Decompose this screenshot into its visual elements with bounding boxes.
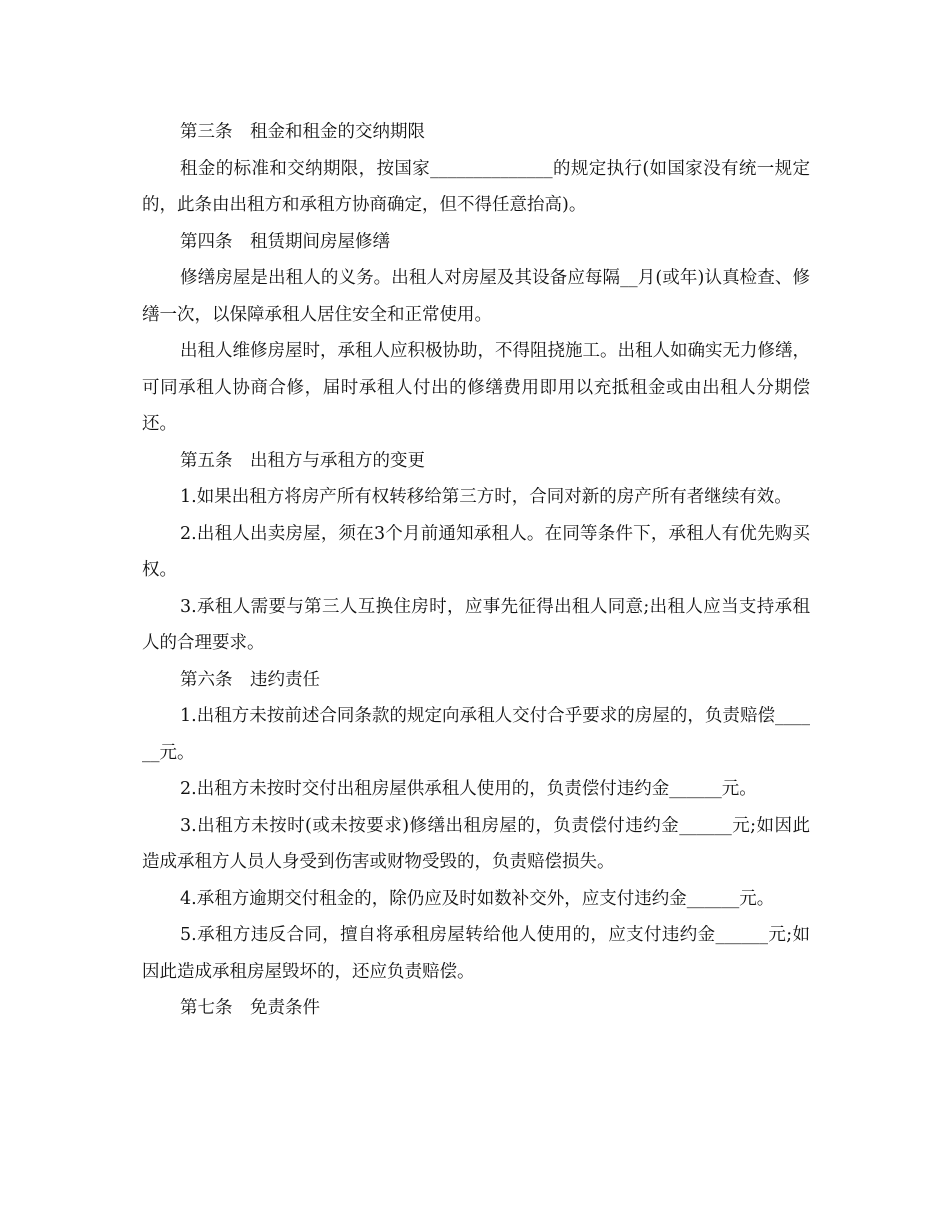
- paragraph: 1.如果出租方将房产所有权转移给第三方时，合同对新的房产所有者继续有效。: [180, 487, 792, 507]
- paragraph: 2.出租方未按时交付出租房屋供承租人使用的，负责偿付违约金______元。: [180, 779, 757, 799]
- paragraph: 2.出租人出卖房屋，须在3个月前通知承租人。在同等条件下，承租人有优先购买权。: [142, 523, 810, 580]
- article-heading-6: 第六条 违约责任: [180, 669, 320, 690]
- article-heading-7: 第七条 免责条件: [180, 998, 320, 1018]
- paragraph: 1.出租方未按前述合同条款的规定向承租人交付合乎要求的房屋的，负责赔偿______元。: [142, 706, 810, 763]
- paragraph: 5.承租方违反合同，擅自将承租房屋转给他人使用的，应支付违约金______元;如因此造成承租房屋毁坏的，还应负责赔偿。: [142, 925, 810, 982]
- document-body: [142, 114, 810, 1027]
- paragraph: 出租人维修房屋时，承租人应积极协助，不得阻挠施工。出租人如确实无力修缮，可同承租人协商合修，届时承租人付出的修缮费用即用以充抵租金或由出租人分期偿还。: [142, 341, 810, 434]
- paragraph: 3.出租方未按时(或未按要求)修缮出租房屋的，负责偿付违约金______元;如因此造成承租方人员人身受到伤害或财物受毁的，负责赔偿损失。: [142, 815, 810, 872]
- paragraph: 3.承租人需要与第三人互换住房时，应事先征得出租人同意;出租人应当支持承租人的合理要求。: [142, 596, 810, 653]
- paragraph: 4.承租方逾期交付租金的，除仍应及时如数补交外，应支付违约金______元。: [180, 888, 775, 909]
- article-heading-4: 第四条 租赁期间房屋修缮: [180, 231, 390, 252]
- article-heading-3: 第三条 租金和租金的交纳期限: [180, 122, 425, 142]
- paragraph: 租金的标准和交纳期限，按国家______________的规定执行(如国家没有统一规定的，此条由出租方和承租方协商确定，但不得任意抬高)。: [142, 158, 810, 215]
- article-heading-5: 第五条 出租方与承租方的变更: [180, 450, 425, 471]
- paragraph: 修缮房屋是出租人的义务。出租人对房屋及其设备应每隔__月(或年)认真检查、修缮一次，以保障承租人居住安全和正常使用。: [142, 268, 810, 325]
